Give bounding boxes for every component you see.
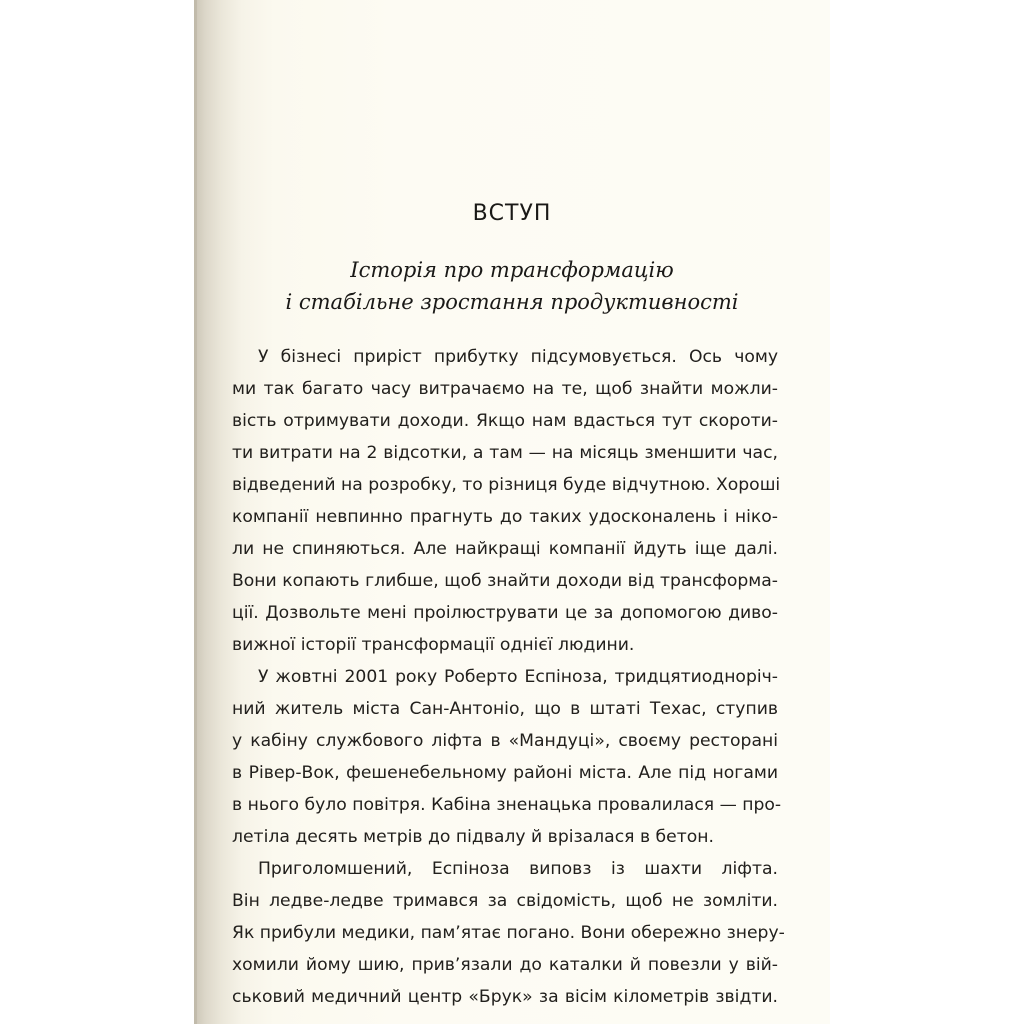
chapter-subtitle xyxy=(194,254,830,318)
text-line: Як прибули медики, пам’ятає погано. Вони обережно знеру- xyxy=(232,923,785,943)
text-line: У бізнесі приріст прибутку підсумовується. Ось чому xyxy=(258,347,778,367)
book-page xyxy=(194,0,830,1024)
paragraph-3 xyxy=(232,853,785,1013)
text-line: ний житель міста Сан-Антоніо, що в штаті Техас, ступив xyxy=(232,699,778,719)
text-line: ли не спиняються. Але найкращі компанії йдуть іще далі. xyxy=(232,539,778,559)
text-line: У жовтні 2001 року Роберто Еспіноза, тридцятиодноріч- xyxy=(258,667,778,687)
text-line: компанії невпинно прагнуть до таких удосконалень і ніко- xyxy=(232,507,778,527)
text-line: Вони копають глибше, щоб знайти доходи від трансформа- xyxy=(232,571,778,591)
text-line: ції. Дозвольте мені проілюструвати це за допомогою диво- xyxy=(232,603,778,623)
text-line: ми так багато часу витрачаємо на те, щоб знайти можли- xyxy=(232,379,778,399)
text-line: ти витрати на 2 відсотки, а там — на місяць зменшити час, xyxy=(232,443,778,463)
text-line: хомили йому шию, прив’язали до каталки й повезли у вій- xyxy=(232,955,778,975)
text-line: вість отримувати доходи. Якщо нам вдасться тут скороти- xyxy=(232,411,778,431)
paragraph-1 xyxy=(232,341,781,661)
text-line: Він ледве-ледве тримався за свідомість, щоб не зомліти. xyxy=(232,891,778,911)
subtitle-line: Історія про трансформацію xyxy=(350,258,674,282)
text-line: вижної історії трансформації однієї людини. xyxy=(232,635,635,655)
chapter-title: ВСТУП xyxy=(472,201,552,226)
paragraph-2 xyxy=(232,661,782,853)
subtitle-line: і стабільне зростання продуктивності xyxy=(285,290,739,314)
body-text xyxy=(232,341,785,1013)
text-line: ськовий медичний центр «Брук» за вісім кілометрів звідти. xyxy=(232,987,778,1007)
text-line: в нього було повітря. Кабіна зненацька провалилася — про- xyxy=(232,795,782,815)
text-line: в Рівер-Вок, фешенебельному районі міста. Але під ногами xyxy=(232,763,778,783)
text-line: відведений на розробку, то різниця буде відчутною. Хороші xyxy=(232,475,781,495)
text-line: у кабіну службового ліфта в «Мандуці», своєму ресторані xyxy=(232,731,778,751)
text-line: летіла десять метрів до підвалу й врізалася в бетон. xyxy=(232,827,714,847)
text-line: Приголомшений, Еспіноза виповз із шахти ліфта. xyxy=(258,859,778,879)
